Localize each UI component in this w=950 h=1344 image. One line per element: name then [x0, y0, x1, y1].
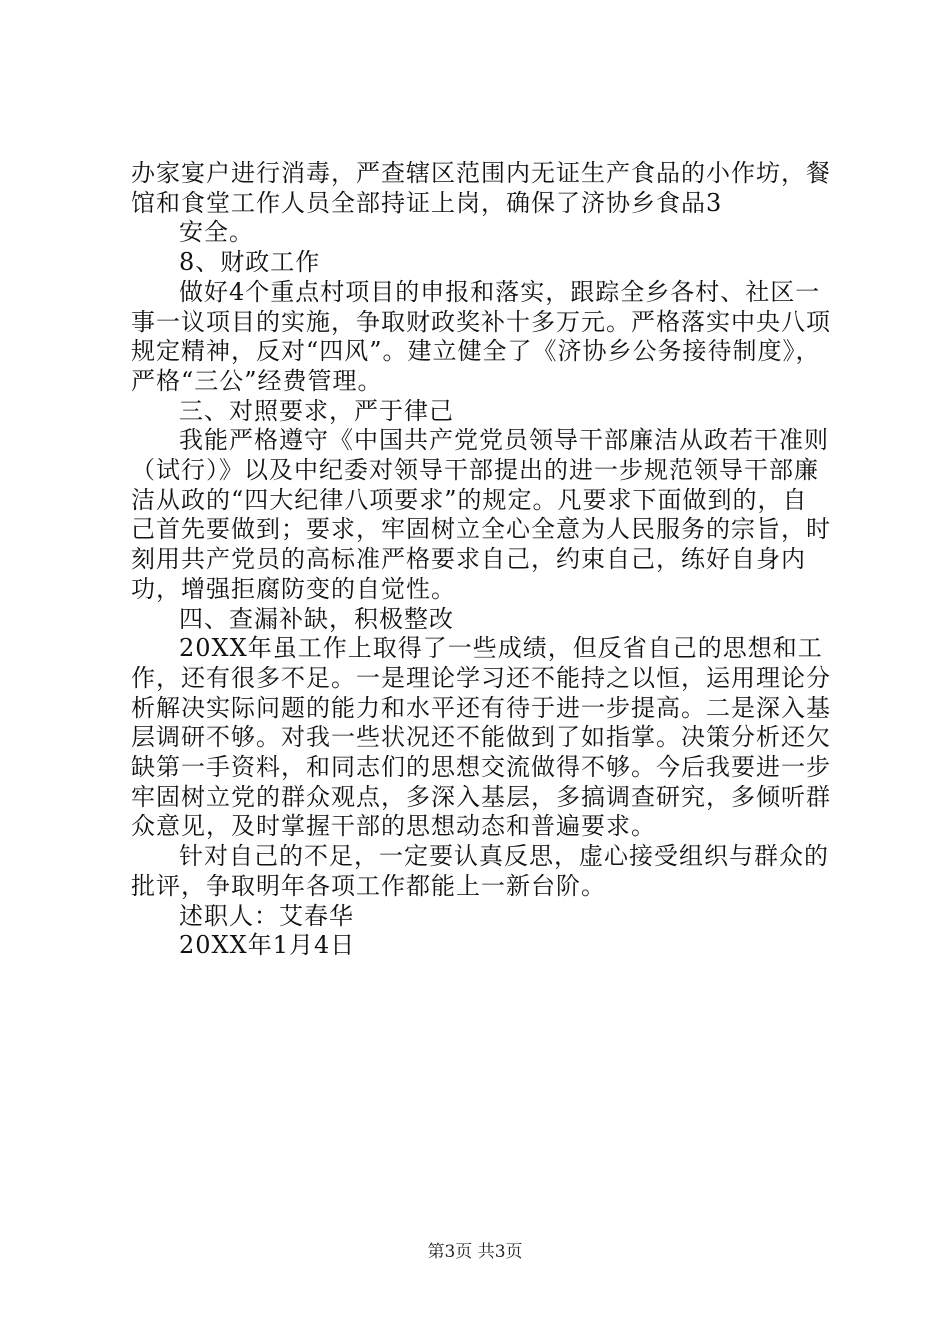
section-heading-finance: 8、财政工作	[179, 248, 321, 277]
signature-date: 20XX年1月4日	[179, 931, 356, 960]
paragraph-shortcomings: 20XX年虽工作上取得了一些成绩，但反省自己的思想和工作，还有很多不足。一是理论学习还不能持之以恒，运用理论分析解决实际问题的能力和水平还有待于进一步提高。二是深入基层调研不够。对我一些状况还不能做到了如指掌。决策分析还欠缺第一手资料，和同志们的思想交流做得不够。今后我要进一步牢固树立党的群众观点，多深入基层，多搞调查研究，多倾听群众意见，及时掌握干部的思想动态和普遍要求。	[131, 634, 831, 841]
paragraph-continuation: 办家宴户进行消毒，严查辖区范围内无证生产食品的小作坊，餐馆和食堂工作人员全部持证上岗，确保了济协乡食品3	[131, 159, 831, 217]
document-body	[131, 159, 831, 961]
paragraph-discipline: 我能严格遵守《中国共产党党员领导干部廉洁从政若干准则（试行）》以及中纪委对领导干部提出的进一步规范领导干部廉洁从政的“四大纪律八项要求”的规定。凡要求下面做到的，自己首先要做到；要求，牢固树立全心全意为人民服务的宗旨，时刻用共产党员的高标准严格要求自己，约束自己，练好自身内功，增强拒腐防变的自觉性。	[131, 426, 831, 603]
page-number-footer: 第3页 共3页	[427, 1242, 523, 1262]
paragraph-food-safety-end: 安全。	[179, 218, 254, 247]
signature-reporter: 述职人：艾春华	[179, 901, 354, 930]
paragraph-finance: 做好4个重点村项目的申报和落实，跟踪全乡各村、社区一事一议项目的实施，争取财政奖补十多万元。严格落实中央八项规定精神，反对“四风”。建立健全了《济协乡公务接待制度》，严格“三公”经费管理。	[131, 277, 831, 395]
paragraph-conclusion: 针对自己的不足，一定要认真反思，虚心接受组织与群众的批评，争取明年各项工作都能上一新台阶。	[131, 842, 829, 900]
section-heading-rectification: 四、查漏补缺，积极整改	[179, 604, 454, 633]
section-heading-discipline: 三、对照要求，严于律己	[179, 396, 454, 425]
